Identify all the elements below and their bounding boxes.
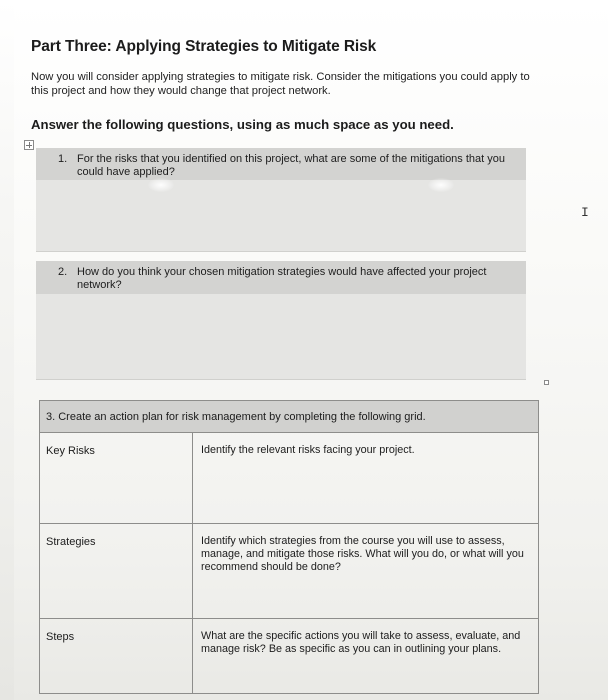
glare-spot: [148, 178, 174, 192]
grid-header: 3. Create an action plan for risk management by completing the following grid.: [40, 401, 538, 433]
intro-paragraph: Now you will consider applying strategies to mitigate risk. Consider the mitigations you could apply to this project and how they would change that project network.: [31, 71, 530, 97]
question-1-text: For the risks that you identified on this project, what are some of the mitigations that you could have applied?: [77, 153, 505, 178]
grid-row-label: Key Risks: [40, 433, 193, 523]
question-2-block: [36, 261, 526, 380]
grid-row-strategies: [40, 524, 538, 619]
question-2-text: How do you think your chosen mitigation strategies would have affected your project network?: [77, 266, 487, 291]
grid-row-description[interactable]: What are the specific actions you will take to assess, evaluate, and manage risk? Be as specific as you can in outlining your plans.: [201, 630, 521, 655]
section-title: Part Three: Applying Strategies to Mitigate Risk: [31, 38, 377, 55]
question-1-block: [36, 148, 526, 252]
table-move-handle-icon[interactable]: [24, 140, 34, 150]
question-1-answer-field[interactable]: [36, 180, 526, 252]
question-2-answer-field[interactable]: [36, 294, 526, 380]
grid-row-label: Strategies: [40, 524, 193, 618]
action-plan-grid: [39, 400, 539, 694]
question-2-header: [36, 261, 526, 294]
question-2-number: 2.: [58, 266, 68, 278]
grid-row-key-risks: [40, 433, 538, 524]
glare-spot: [428, 178, 454, 192]
grid-row-description[interactable]: Identify the relevant risks facing your project.: [201, 444, 415, 456]
document-page: [14, 0, 608, 700]
instructions-heading: Answer the following questions, using as much space as you need.: [31, 117, 454, 132]
question-1-number: 1.: [58, 153, 68, 165]
grid-row-description[interactable]: Identify which strategies from the course you will use to assess, manage, and mitigate those risks. What will you do, or what will you recommend should be done?: [201, 535, 524, 573]
question-1-header: [36, 148, 526, 180]
grid-row-steps: [40, 619, 538, 693]
table-resize-handle-icon[interactable]: [544, 380, 549, 385]
grid-row-label: Steps: [40, 619, 193, 693]
text-cursor-icon: I: [581, 205, 589, 220]
